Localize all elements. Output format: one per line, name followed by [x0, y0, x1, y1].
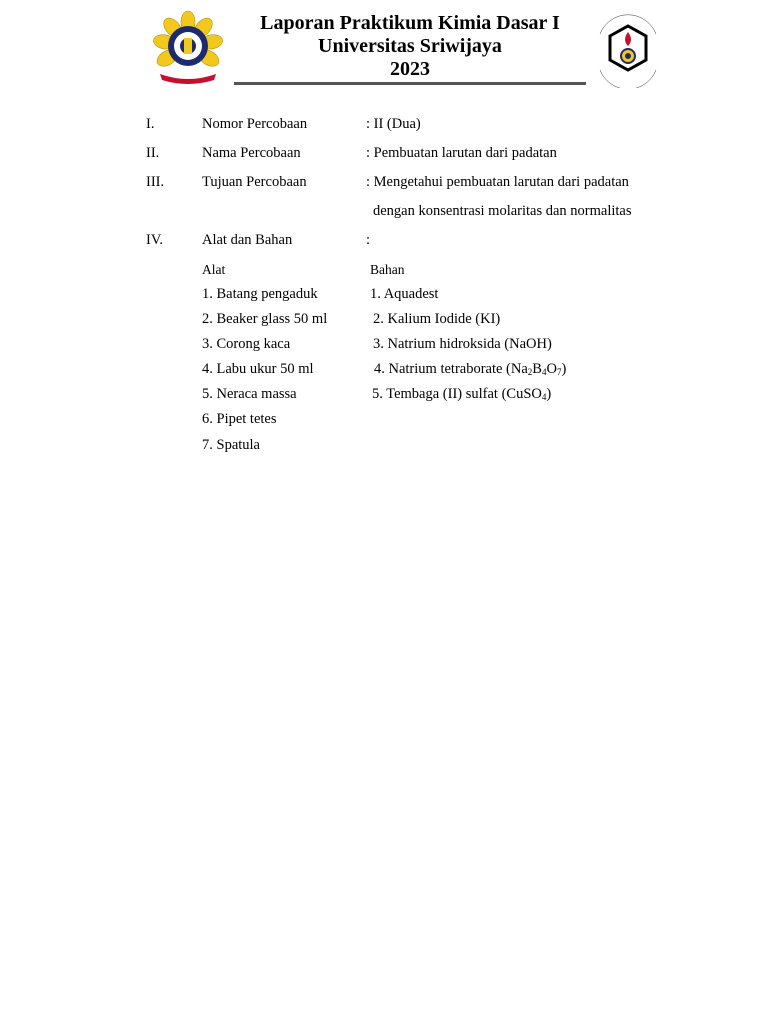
section-value: : Pembuatan larutan dari padatan [366, 145, 557, 161]
alat-list-item: 5. Neraca massa [202, 386, 297, 402]
section-value: : Mengetahui pembuatan larutan dari padatan [366, 174, 629, 190]
formula-subscript: 4 [541, 367, 547, 377]
document-header [150, 8, 665, 88]
title-line-3: 2023 [390, 58, 430, 80]
formula-text: ) [561, 361, 567, 377]
section-label: Nomor Percobaan [202, 116, 308, 132]
section-number: III. [146, 174, 165, 190]
section-value: : [366, 232, 371, 248]
formula-subscript: 4 [541, 392, 547, 402]
section-label: Alat dan Bahan [202, 232, 293, 248]
alat-list-item: 2. Beaker glass 50 ml [202, 311, 328, 327]
bahan-list-item: 3. Natrium hidroksida (NaOH) [373, 336, 552, 352]
formula-text: 5. Tembaga (II) sulfat (CuSO [372, 386, 542, 402]
section-value: : II (Dua) [366, 116, 421, 132]
alat-list-item: 7. Spatula [202, 437, 260, 453]
title-line-2: Universitas Sriwijaya [318, 35, 502, 57]
formula-subscript: 2 [527, 367, 533, 377]
formula-text: B [532, 361, 542, 377]
chemistry-lab-logo-icon [594, 12, 662, 88]
section-number: IV. [146, 232, 164, 248]
alat-list-item: 4. Labu ukur 50 ml [202, 361, 314, 377]
bahan-column-header: Bahan [370, 262, 405, 277]
bahan-list-item: 2. Kalium Iodide (KI) [373, 311, 501, 327]
header-divider [234, 82, 586, 85]
bahan-list-item [374, 360, 566, 378]
section-number: I. [146, 116, 155, 132]
formula-text: 4. Natrium tetraborate (Na [374, 361, 528, 377]
alat-list-item: 1. Batang pengaduk [202, 286, 318, 302]
alat-list-item: 6. Pipet tetes [202, 411, 277, 427]
section-label: Tujuan Percobaan [202, 174, 307, 190]
formula-text: ) [546, 386, 552, 402]
title-line-1: Laporan Praktikum Kimia Dasar I [260, 12, 560, 34]
section-value-continuation: dengan konsentrasi molaritas dan normalitas [373, 203, 632, 219]
bahan-list-item: 1. Aquadest [370, 286, 439, 302]
bahan-list-item [372, 385, 551, 403]
section-label: Nama Percobaan [202, 145, 301, 161]
formula-text: O [546, 361, 557, 377]
formula-subscript: 7 [556, 367, 562, 377]
alat-column-header: Alat [202, 262, 226, 277]
alat-list-item: 3. Corong kaca [202, 336, 291, 352]
report-title [234, 12, 586, 81]
section-number: II. [146, 145, 160, 161]
sriwijaya-university-logo-icon [150, 10, 226, 86]
